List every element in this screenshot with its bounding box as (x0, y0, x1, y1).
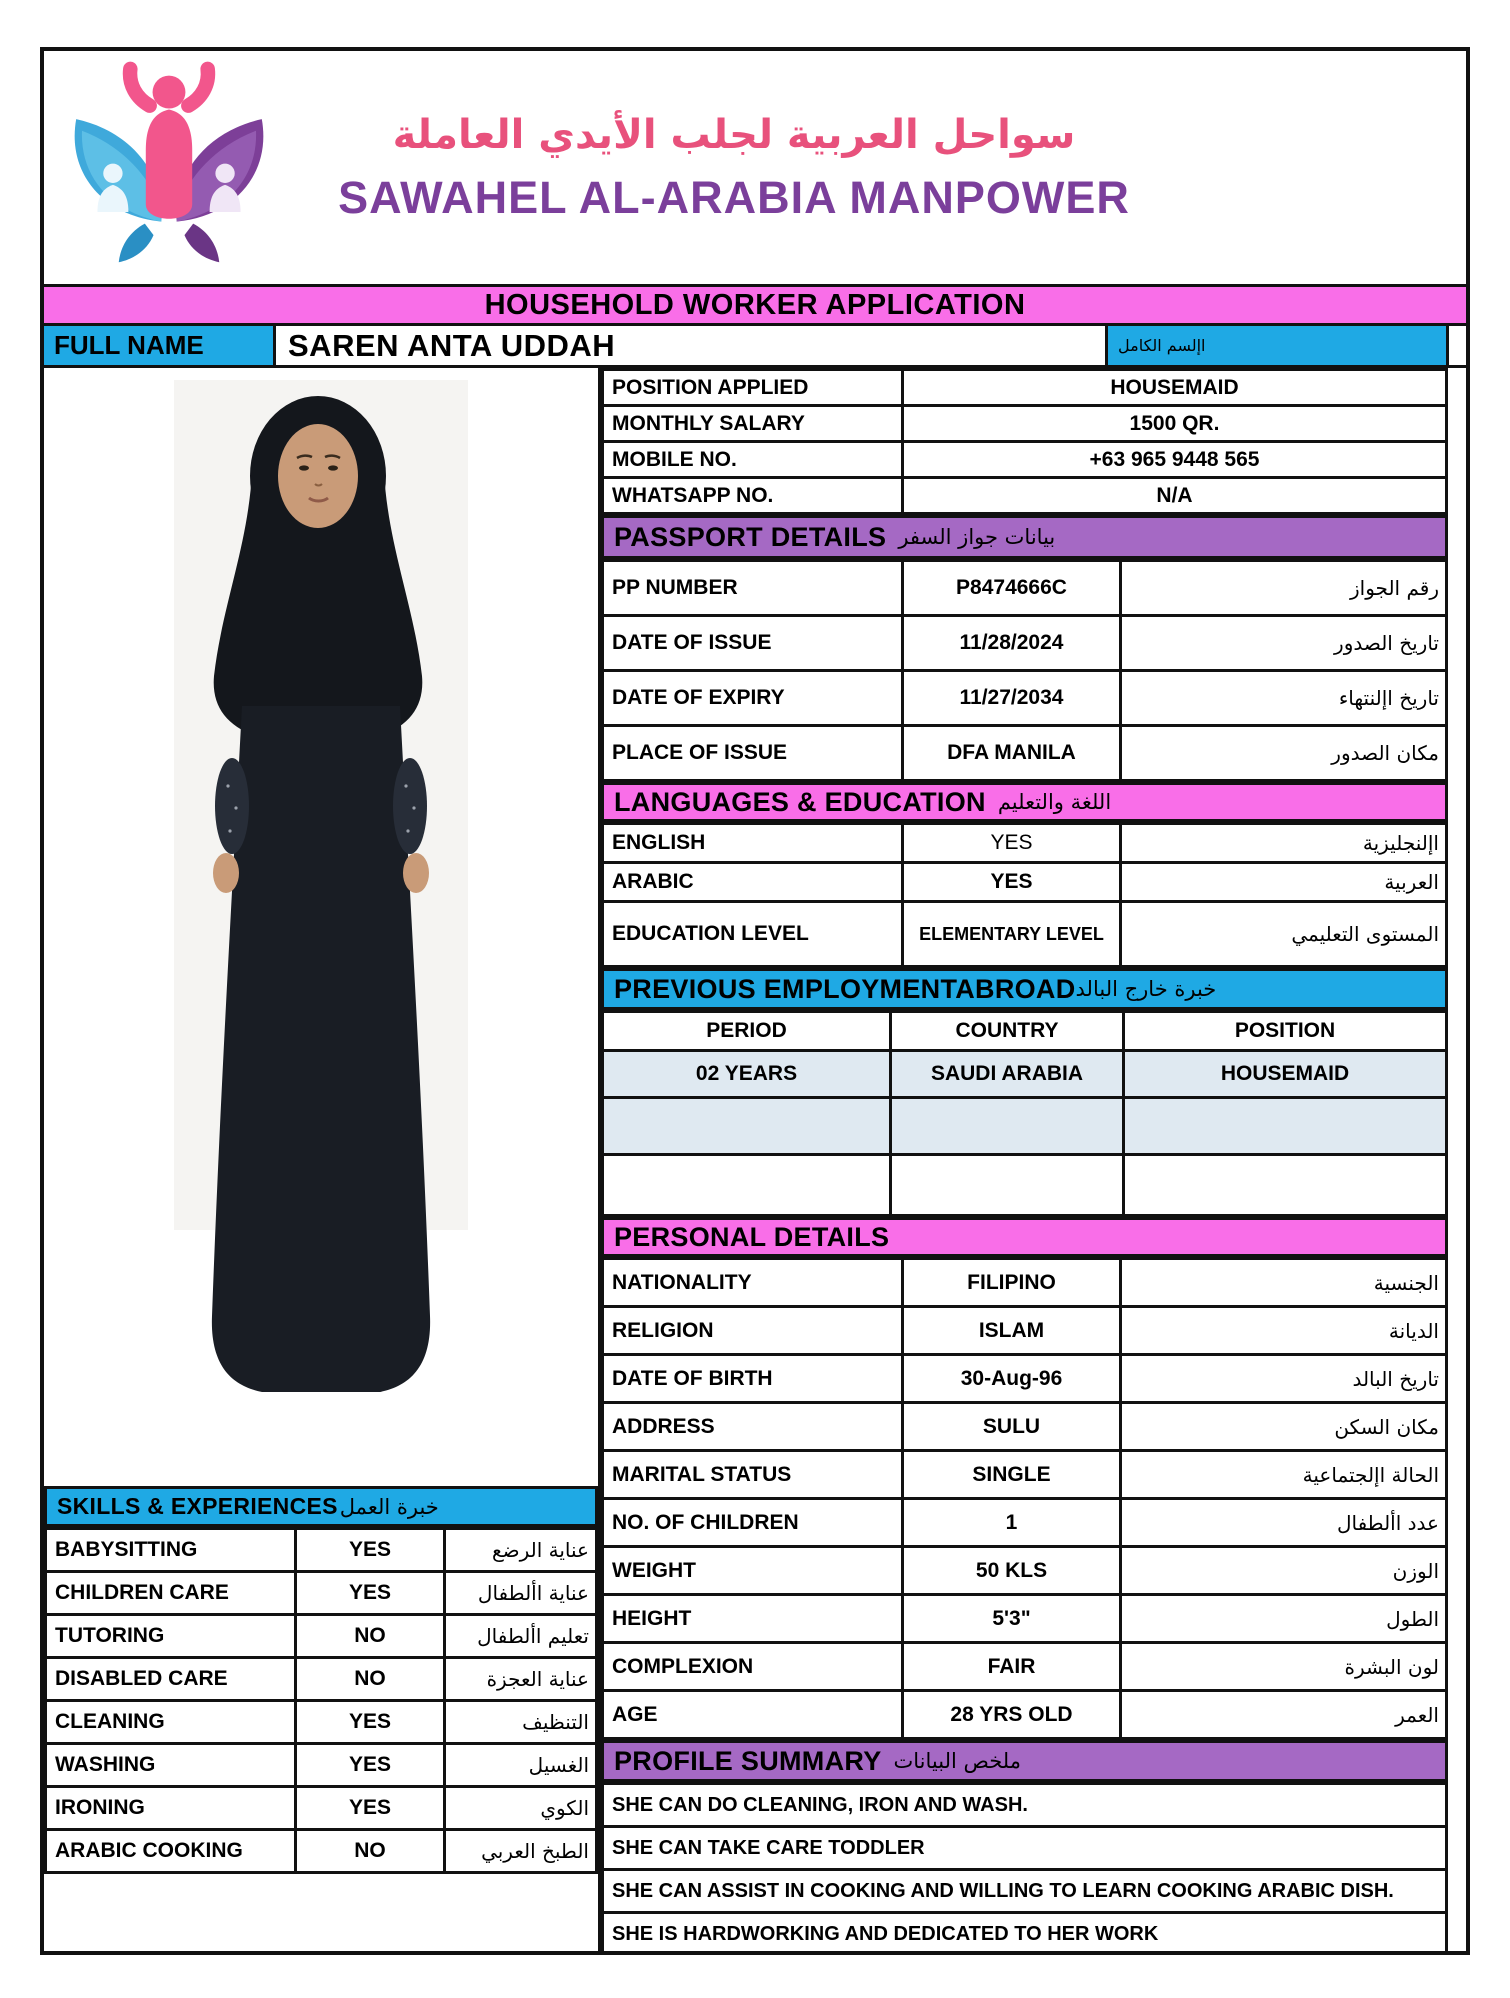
field-value: ELEMENTARY LEVEL (904, 903, 1119, 965)
profile-title: PROFILE SUMMARY (614, 1745, 882, 1776)
skill-label-arabic: يبرعلا خبطلا (446, 1831, 595, 1871)
employment-title: PREVIOUS EMPLOYMENTABROAD (614, 973, 1076, 1004)
agency-company-name: SAWAHEL AL-ARABIA MANPOWER (338, 171, 1130, 223)
employment-cell (604, 1156, 889, 1214)
field-label: DATE OF ISSUE (604, 617, 901, 669)
personal-title: PERSONAL DETAILS (614, 1221, 890, 1252)
field-label-arabic: دلابلا خيرات (1122, 1356, 1445, 1401)
form-outer-frame (40, 47, 1470, 1955)
field-value: 50 KLS (904, 1548, 1119, 1593)
field-value: 1500 QR. (904, 407, 1445, 440)
profile-summary-line: SHE CAN DO CLEANING, IRON AND WASH. (604, 1785, 1445, 1825)
skill-label-arabic: ليسغلا (446, 1745, 595, 1785)
skill-label: BABYSITTING (47, 1530, 294, 1570)
passport-title-arabic: رفسلا زاوج تانايب (898, 525, 1056, 549)
employment-cell (1125, 1156, 1445, 1214)
field-label-arabic: لافطلأا ددع (1122, 1500, 1445, 1545)
agency-header (44, 51, 1466, 284)
full-name-row-gap (1449, 326, 1466, 365)
field-label-arabic: ةيعامتجلإا ةلاحلا (1122, 1452, 1445, 1497)
field-label: DATE OF BIRTH (604, 1356, 901, 1401)
skill-label-arabic: لافطلأا ميلعت (446, 1616, 595, 1656)
field-label: EDUCATION LEVEL (604, 903, 901, 965)
field-value: HOUSEMAID (904, 371, 1445, 404)
skill-value: YES (297, 1573, 443, 1613)
skill-label: TUTORING (47, 1616, 294, 1656)
skill-value: YES (297, 1530, 443, 1570)
field-value: SINGLE (904, 1452, 1119, 1497)
skills-section-header (44, 1486, 598, 1527)
employment-cell: HOUSEMAID (1125, 1052, 1445, 1096)
employment-title-arabic: دلابلا جراخ ةربخ (1075, 977, 1217, 1001)
profile-summary-line: SHE CAN TAKE CARE TODDLER (604, 1828, 1445, 1868)
languages-title: LANGUAGES & EDUCATION (614, 786, 986, 817)
right-column (601, 368, 1466, 1951)
full-name-row (44, 326, 1466, 368)
languages-section-header (601, 782, 1448, 822)
skill-value: NO (297, 1831, 443, 1871)
field-label-arabic: نزولا (1122, 1548, 1445, 1593)
applicant-photo (44, 368, 598, 1486)
skill-label: CHILDREN CARE (47, 1573, 294, 1613)
skills-title: SKILLS & EXPERIENCES (57, 1493, 338, 1519)
field-label: NATIONALITY (604, 1260, 901, 1305)
passport-title: PASSPORT DETAILS (614, 521, 887, 552)
field-value: FAIR (904, 1644, 1119, 1689)
field-label: MONTHLY SALARY (604, 407, 901, 440)
field-label-arabic: ةيسنجلا (1122, 1260, 1445, 1305)
field-label: ADDRESS (604, 1404, 901, 1449)
profile-section-header (601, 1740, 1448, 1782)
field-label-arabic: زاوجلا مقر (1122, 562, 1445, 614)
field-label-arabic: ةرشبلا نول (1122, 1644, 1445, 1689)
profile-summary-line: SHE IS HARDWORKING AND DEDICATED TO HER WORK (604, 1914, 1445, 1954)
personal-section-header (601, 1217, 1448, 1257)
skills-table (44, 1527, 598, 1874)
skill-value: NO (297, 1659, 443, 1699)
field-label-arabic: ةنايدلا (1122, 1308, 1445, 1353)
skill-value: YES (297, 1788, 443, 1828)
profile-summary-table (601, 1782, 1448, 1955)
field-label: MARITAL STATUS (604, 1452, 901, 1497)
languages-title-arabic: ميلعتلاو ةغللا (997, 790, 1112, 814)
skill-label: IRONING (47, 1788, 294, 1828)
profile-title-arabic: تانايبلا صخلم (893, 1749, 1021, 1773)
field-label-arabic: رمعلا (1122, 1692, 1445, 1737)
employment-cell (1125, 1099, 1445, 1153)
skill-label-arabic: يوكلا (446, 1788, 595, 1828)
field-value: P8474666C (904, 562, 1119, 614)
skill-label-arabic: ةزجعلا ةيانع (446, 1659, 595, 1699)
full-name-value: SAREN ANTA UDDAH (276, 326, 1108, 365)
contact-table (601, 368, 1448, 515)
field-label: ARABIC (604, 864, 901, 900)
personal-table (601, 1257, 1448, 1740)
field-value: 11/28/2024 (904, 617, 1119, 669)
field-label: POSITION APPLIED (604, 371, 901, 404)
field-label: COMPLEXION (604, 1644, 901, 1689)
field-label-arabic: ةيزيلجنلإا (1122, 825, 1445, 861)
field-label-arabic: نكسلا ناكم (1122, 1404, 1445, 1449)
skill-value: NO (297, 1616, 443, 1656)
field-value: YES (904, 864, 1119, 900)
field-label: HEIGHT (604, 1596, 901, 1641)
field-value: 28 YRS OLD (904, 1692, 1119, 1737)
skill-label-arabic: عضرلا ةيانع (446, 1530, 595, 1570)
form-body (44, 368, 1466, 1951)
profile-summary-line: SHE CAN ASSIST IN COOKING AND WILLING TO LEARN COOKING ARABIC DISH. (604, 1871, 1445, 1911)
people-logo-icon (53, 59, 285, 277)
field-label: NO. OF CHILDREN (604, 1500, 901, 1545)
skill-label-arabic: فيظنتلا (446, 1702, 595, 1742)
form-title-banner: HOUSEHOLD WORKER APPLICATION (44, 284, 1466, 326)
employment-section-header (601, 968, 1448, 1010)
field-label: MOBILE NO. (604, 443, 901, 476)
field-label: WEIGHT (604, 1548, 901, 1593)
employment-table (601, 1010, 1448, 1217)
skill-label: DISABLED CARE (47, 1659, 294, 1699)
field-label-arabic: يميلعتلا ىوتسملا (1122, 903, 1445, 965)
field-value: YES (904, 825, 1119, 861)
field-label: DATE OF EXPIRY (604, 672, 901, 724)
skill-value: YES (297, 1745, 443, 1785)
languages-table (601, 822, 1448, 968)
employment-column-header: PERIOD (604, 1013, 889, 1049)
employment-cell (892, 1156, 1122, 1214)
field-label-arabic: رودصلا خيرات (1122, 617, 1445, 669)
skill-label-arabic: لافطلأا ةيانع (446, 1573, 595, 1613)
employment-cell: SAUDI ARABIA (892, 1052, 1122, 1096)
employment-cell (892, 1099, 1122, 1153)
employment-cell: 02 YEARS (604, 1052, 889, 1096)
full-name-label: FULL NAME (44, 326, 276, 365)
applicant-portrait-image (166, 376, 476, 1421)
left-column-empty-area (44, 1874, 598, 1951)
employment-column-header: POSITION (1125, 1013, 1445, 1049)
field-value: 1 (904, 1500, 1119, 1545)
skill-value: YES (297, 1702, 443, 1742)
field-label-arabic: ةيبرعلا (1122, 864, 1445, 900)
field-value: 11/27/2034 (904, 672, 1119, 724)
employment-column-header: COUNTRY (892, 1013, 1122, 1049)
field-label-arabic: لوطلا (1122, 1596, 1445, 1641)
field-value: DFA MANILA (904, 727, 1119, 779)
left-column (44, 368, 601, 1951)
field-value: N/A (904, 479, 1445, 512)
agency-arabic-title: سواحل العربية لجلب الأيدي العاملة (392, 111, 1076, 158)
field-value: 30-Aug-96 (904, 1356, 1119, 1401)
passport-section-header (601, 515, 1448, 559)
field-label: AGE (604, 1692, 901, 1737)
field-value: 5'3" (904, 1596, 1119, 1641)
agency-titles (294, 112, 1174, 224)
field-value: +63 965 9448 565 (904, 443, 1445, 476)
field-label: WHATSAPP NO. (604, 479, 901, 512)
field-value: ISLAM (904, 1308, 1119, 1353)
field-value: FILIPINO (904, 1260, 1119, 1305)
skill-label: ARABIC COOKING (47, 1831, 294, 1871)
field-label-arabic: ءاهتنلإا خيرات (1122, 672, 1445, 724)
employment-cell (604, 1099, 889, 1153)
skills-title-arabic: لمعلا ةربخ (339, 1494, 439, 1519)
field-label: ENGLISH (604, 825, 901, 861)
field-label: PP NUMBER (604, 562, 901, 614)
field-label: PLACE OF ISSUE (604, 727, 901, 779)
field-label: RELIGION (604, 1308, 901, 1353)
field-label-arabic: رودصلا ناكم (1122, 727, 1445, 779)
skill-label: WASHING (47, 1745, 294, 1785)
full-name-label-arabic: لماكلا مسلإا (1108, 326, 1449, 365)
agency-logo (44, 59, 294, 277)
skill-label: CLEANING (47, 1702, 294, 1742)
field-value: SULU (904, 1404, 1119, 1449)
passport-table (601, 559, 1448, 782)
